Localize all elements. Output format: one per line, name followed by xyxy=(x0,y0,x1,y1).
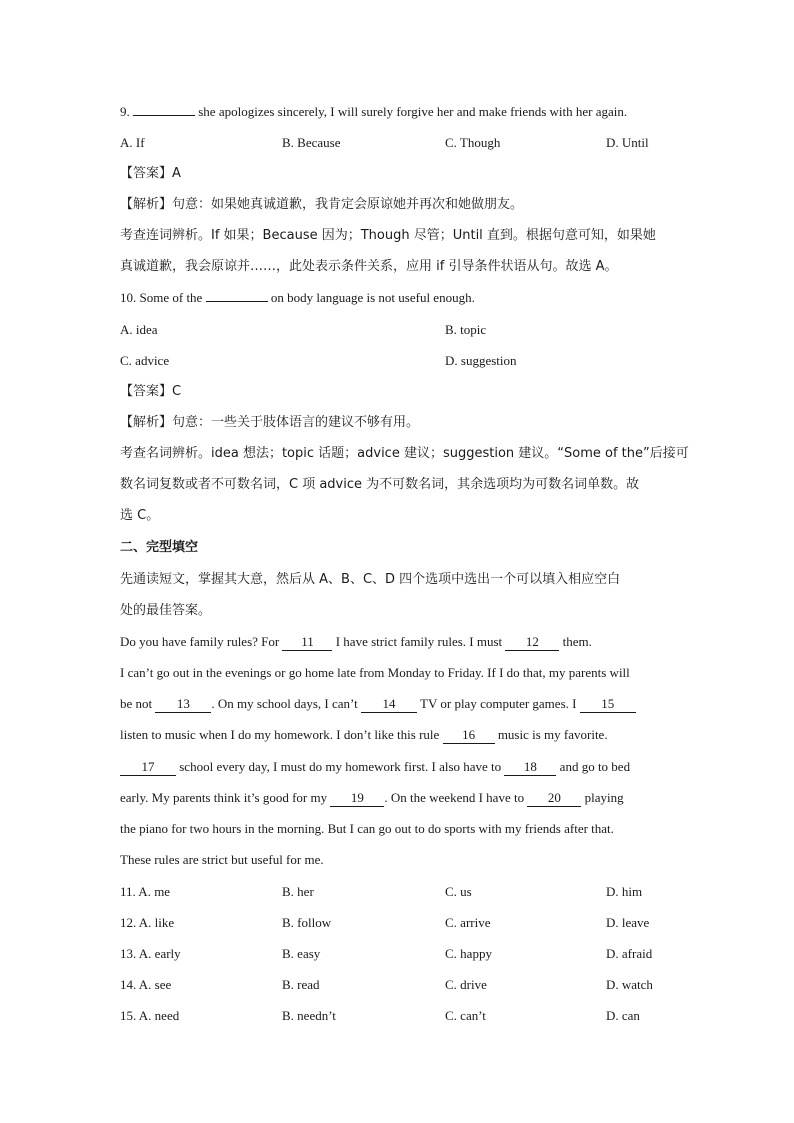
option-a: A. idea xyxy=(120,322,158,337)
analysis-line: 【解析】句意：如果她真诚道歉，我肯定会原谅她并再次和她做朋友。 xyxy=(120,197,524,212)
analysis-line: 选 C。 xyxy=(120,508,160,523)
option-a: A. If xyxy=(120,135,145,150)
choice-15-c: C. can’t xyxy=(445,1008,486,1023)
answer-blank xyxy=(206,301,268,302)
passage-text: . On the weekend I have to xyxy=(384,790,528,805)
blank-12: 12 xyxy=(505,634,559,651)
choice-12-d: D. leave xyxy=(606,915,650,930)
choice-13-c: C. happy xyxy=(445,946,492,961)
passage-text: school every day, I must do my homework first. I also have to xyxy=(176,759,505,774)
passage-text: them. xyxy=(559,634,592,649)
analysis-line: 【解析】句意：一些关于肢体语言的建议不够有用。 xyxy=(120,415,420,430)
passage-line xyxy=(120,632,592,652)
choice-12-a: 12. A. like xyxy=(120,915,175,930)
blank-17: 17 xyxy=(120,759,176,776)
choice-14-b: B. read xyxy=(282,977,320,992)
analysis-line: 真诚道歉，我会原谅并……，此处表示条件关系，应用 if 引导条件状语从句。故选 A。 xyxy=(120,259,618,274)
choice-12-c: C. arrive xyxy=(445,915,491,930)
blank-13: 13 xyxy=(155,696,211,713)
section-title: 二、完型填空 xyxy=(120,540,199,555)
choice-11-d: D. him xyxy=(606,884,643,899)
choice-15-b: B. needn’t xyxy=(282,1008,336,1023)
choice-13-d: D. afraid xyxy=(606,946,653,961)
section-instructions: 先通读短文，掌握其大意，然后从 A、B、C、D 四个选项中选出一个可以填入相应空白 xyxy=(120,572,621,587)
option-b: B. topic xyxy=(445,322,487,337)
passage-text: be not xyxy=(120,696,156,711)
analysis-line: 数名词复数或者不可数名词，C 项 advice 为不可数名词，其余选项均为可数名词单数。故 xyxy=(120,477,640,492)
blank-15: 15 xyxy=(580,696,636,713)
passage-text: early. My parents think it’s good for my xyxy=(120,790,331,805)
passage-text: music is my favorite. xyxy=(494,727,608,742)
blank-20: 20 xyxy=(527,790,581,807)
option-c: C. Though xyxy=(445,135,501,150)
choice-12-b: B. follow xyxy=(282,915,332,930)
question-number: 9. xyxy=(120,104,130,119)
question-text: she apologizes sincerely, I will surely forgive her and make friends with her again. xyxy=(195,104,628,119)
choice-13-b: B. easy xyxy=(282,946,321,961)
choice-11-c: C. us xyxy=(445,884,472,899)
question-9 xyxy=(120,102,627,122)
passage-text: . On my school days, I can’t xyxy=(211,696,361,711)
choice-15-d: D. can xyxy=(606,1008,640,1023)
passage-text: Do you have family rules? For xyxy=(120,634,283,649)
blank-16: 16 xyxy=(443,727,495,744)
question-text: on body language is not useful enough. xyxy=(267,290,475,305)
passage-text: listen to music when I do my homework. I don’t like this rule xyxy=(120,727,443,742)
passage-line: I can’t go out in the evenings or go home late from Monday to Friday. If I do that, my parents will xyxy=(120,665,630,680)
answer-line: 【答案】C xyxy=(120,384,182,399)
question-10 xyxy=(120,288,475,308)
passage-line xyxy=(120,725,608,745)
choice-14-a: 14. A. see xyxy=(120,977,172,992)
option-b: B. Because xyxy=(282,135,341,150)
passage-text: TV or play computer games. I xyxy=(417,696,580,711)
blank-18: 18 xyxy=(504,759,556,776)
blank-11: 11 xyxy=(282,634,332,651)
choice-11-a: 11. A. me xyxy=(120,884,171,899)
section-instructions: 处的最佳答案。 xyxy=(120,603,212,618)
passage-line xyxy=(120,757,630,777)
passage-text: and go to bed xyxy=(556,759,631,774)
passage-text: I have strict family rules. I must xyxy=(332,634,506,649)
choice-14-c: C. drive xyxy=(445,977,487,992)
option-d: D. Until xyxy=(606,135,649,150)
passage-line xyxy=(120,694,636,714)
passage-line: These rules are strict but useful for me. xyxy=(120,852,324,867)
choice-11-b: B. her xyxy=(282,884,314,899)
analysis-line: 考查名词辨析。idea 想法；topic 话题；advice 建议；suggestion 建议。“Some of the”后接可 xyxy=(120,446,689,461)
answer-line: 【答案】A xyxy=(120,166,181,181)
blank-19: 19 xyxy=(330,790,384,807)
passage-line: the piano for two hours in the morning. But I can go out to do sports with my friends after that. xyxy=(120,821,614,836)
choice-13-a: 13. A. early xyxy=(120,946,181,961)
choice-14-d: D. watch xyxy=(606,977,653,992)
blank-14: 14 xyxy=(361,696,417,713)
analysis-line: 考查连词辨析。If 如果；Because 因为；Though 尽管；Until 直到。根据句意可知，如果她 xyxy=(120,228,656,243)
option-d: D. suggestion xyxy=(445,353,517,368)
answer-blank xyxy=(133,115,195,116)
option-c: C. advice xyxy=(120,353,170,368)
passage-line xyxy=(120,788,624,808)
question-text: 10. Some of the xyxy=(120,290,206,305)
choice-15-a: 15. A. need xyxy=(120,1008,180,1023)
passage-text: playing xyxy=(581,790,624,805)
